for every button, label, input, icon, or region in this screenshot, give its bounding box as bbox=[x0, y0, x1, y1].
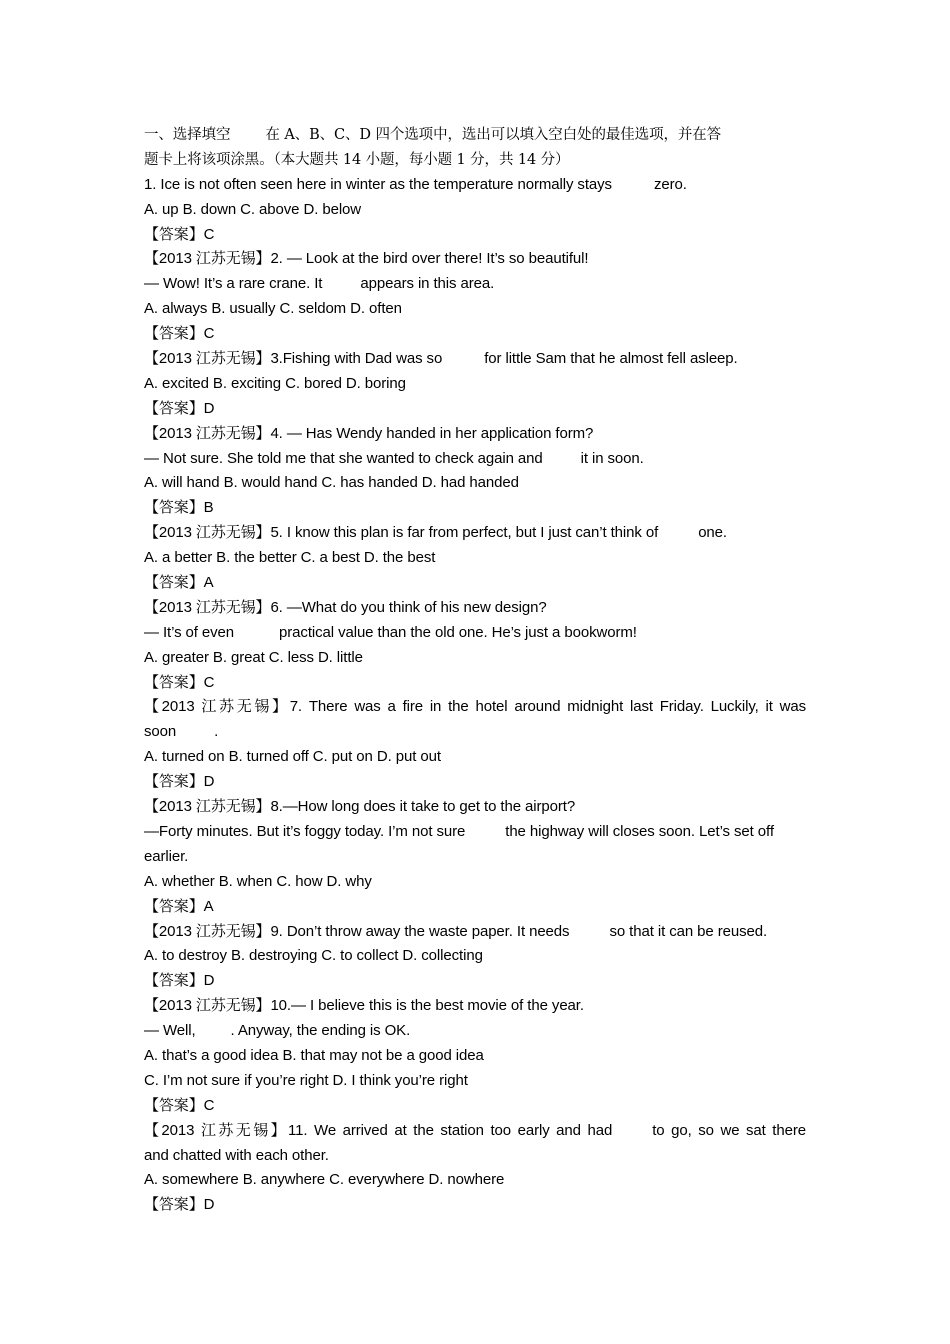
question-2-options: A. always B. usually C. seldom D. often bbox=[144, 300, 402, 318]
question-8-options: A. whether B. when C. how D. why bbox=[144, 872, 372, 890]
question-6-stem: 【2013 江苏无锡】6. —What do you think of his new design? bbox=[144, 598, 547, 616]
question-9-answer: 【答案】D bbox=[144, 972, 215, 990]
question-11-stem-cont: and chatted with each other. bbox=[144, 1146, 329, 1164]
question-5-options: A. a better B. the better C. a best D. the best bbox=[144, 549, 436, 567]
question-6-stem-cont: — It’s of even practical value than the old one. He’s just a bookworm! bbox=[144, 623, 637, 641]
question-source-tag: 【2013 江苏无锡】 bbox=[144, 424, 271, 442]
question-4-options: A. will hand B. would hand C. has handed D. had handed bbox=[144, 474, 519, 492]
question-2-stem: 【2013 江苏无锡】2. — Look at the bird over there! It’s so beautiful! bbox=[144, 250, 589, 268]
question-6-answer: 【答案】C bbox=[144, 673, 215, 691]
question-2-stem-cont: — Wow! It’s a rare crane. It appears in this area. bbox=[144, 275, 495, 293]
question-source-tag: 【2013 江苏无锡】 bbox=[144, 997, 271, 1015]
question-1-options: A. up B. down C. above D. below bbox=[144, 200, 362, 218]
question-8-stem-cont: —Forty minutes. But it’s foggy today. I’m not sure the highway will closes soon. Let’s set off bbox=[144, 822, 774, 840]
question-3-stem: 【2013 江苏无锡】3.Fishing with Dad was so for little Sam that he almost fell asleep. bbox=[144, 350, 738, 368]
question-source-tag: 【2013 江苏无锡】 bbox=[144, 798, 271, 816]
question-5-stem: 【2013 江苏无锡】5. I know this plan is far from perfect, but I just can’t think of one. bbox=[144, 524, 727, 542]
question-10-stem: 【2013 江苏无锡】10.— I believe this is the best movie of the year. bbox=[144, 997, 584, 1015]
question-list bbox=[144, 123, 806, 1218]
question-8-stem: 【2013 江苏无锡】8.—How long does it take to get to the airport? bbox=[144, 798, 576, 816]
section-scoring: 题卡上将该项涂黑。（本大题共 14 小题，每小题 1 分，共 14 分） bbox=[144, 151, 570, 168]
question-1-answer: 【答案】C bbox=[144, 225, 215, 243]
question-source-tag: 【2013 江苏无锡】 bbox=[144, 524, 271, 542]
section-title: 一、选择填空 bbox=[144, 127, 231, 143]
question-8-answer: 【答案】A bbox=[144, 897, 214, 915]
question-7-options: A. turned on B. turned off C. put on D. put out bbox=[144, 748, 441, 766]
question-9-options: A. to destroy B. destroying C. to collect D. collecting bbox=[144, 947, 483, 965]
question-2-answer: 【答案】C bbox=[144, 325, 215, 343]
question-11-stem: 【2013 江苏无锡】11. We arrived at the station too early and had to go, so we sat there bbox=[144, 1121, 806, 1139]
question-10-answer: 【答案】C bbox=[144, 1096, 215, 1114]
question-11-answer: 【答案】D bbox=[144, 1196, 215, 1214]
question-4-stem-cont: — Not sure. She told me that she wanted to check again and it in soon. bbox=[144, 449, 644, 467]
question-8-stem-end: earlier. bbox=[144, 847, 189, 865]
question-source-tag: 【2013 江苏无锡】 bbox=[144, 698, 290, 716]
question-9-stem: 【2013 江苏无锡】9. Don’t throw away the waste paper. It needs so that it can be reused. bbox=[144, 922, 768, 940]
question-3-options: A. excited B. exciting C. bored D. boring bbox=[144, 374, 406, 392]
question-11-options: A. somewhere B. anywhere C. everywhere D. nowhere bbox=[144, 1171, 505, 1189]
question-7-stem-cont: soon . bbox=[144, 723, 219, 741]
question-3-answer: 【答案】D bbox=[144, 399, 215, 417]
question-10-options-2: C. I’m not sure if you’re right D. I think you’re right bbox=[144, 1071, 468, 1089]
section-heading bbox=[144, 123, 806, 148]
section-instruction: 在 A、B、C、D 四个选项中，选出可以填入空白处的最佳选项，并在答 bbox=[265, 127, 722, 143]
question-source-tag: 【2013 江苏无锡】 bbox=[144, 1121, 289, 1139]
question-4-answer: 【答案】B bbox=[144, 499, 214, 517]
question-7-answer: 【答案】D bbox=[144, 773, 215, 791]
question-6-options: A. greater B. great C. less D. little bbox=[144, 648, 363, 666]
section-instruction-cont bbox=[144, 148, 806, 173]
question-5-answer: 【答案】A bbox=[144, 574, 214, 592]
question-source-tag: 【2013 江苏无锡】 bbox=[144, 922, 271, 940]
question-source-tag: 【2013 江苏无锡】 bbox=[144, 598, 271, 616]
question-7-stem: 【2013 江苏无锡】7. There was a fire in the hotel around midnight last Friday. Luckily, it was bbox=[144, 698, 806, 716]
question-10-options-1: A. that’s a good idea B. that may not be a good idea bbox=[144, 1046, 484, 1064]
question-1-stem: 1. Ice is not often seen here in winter as the temperature normally stays zero. bbox=[144, 175, 687, 193]
question-10-stem-cont: — Well, . Anyway, the ending is OK. bbox=[144, 1022, 411, 1040]
question-source-tag: 【2013 江苏无锡】 bbox=[144, 250, 271, 268]
question-4-stem: 【2013 江苏无锡】4. — Has Wendy handed in her application form? bbox=[144, 424, 594, 442]
question-source-tag: 【2013 江苏无锡】 bbox=[144, 350, 271, 368]
